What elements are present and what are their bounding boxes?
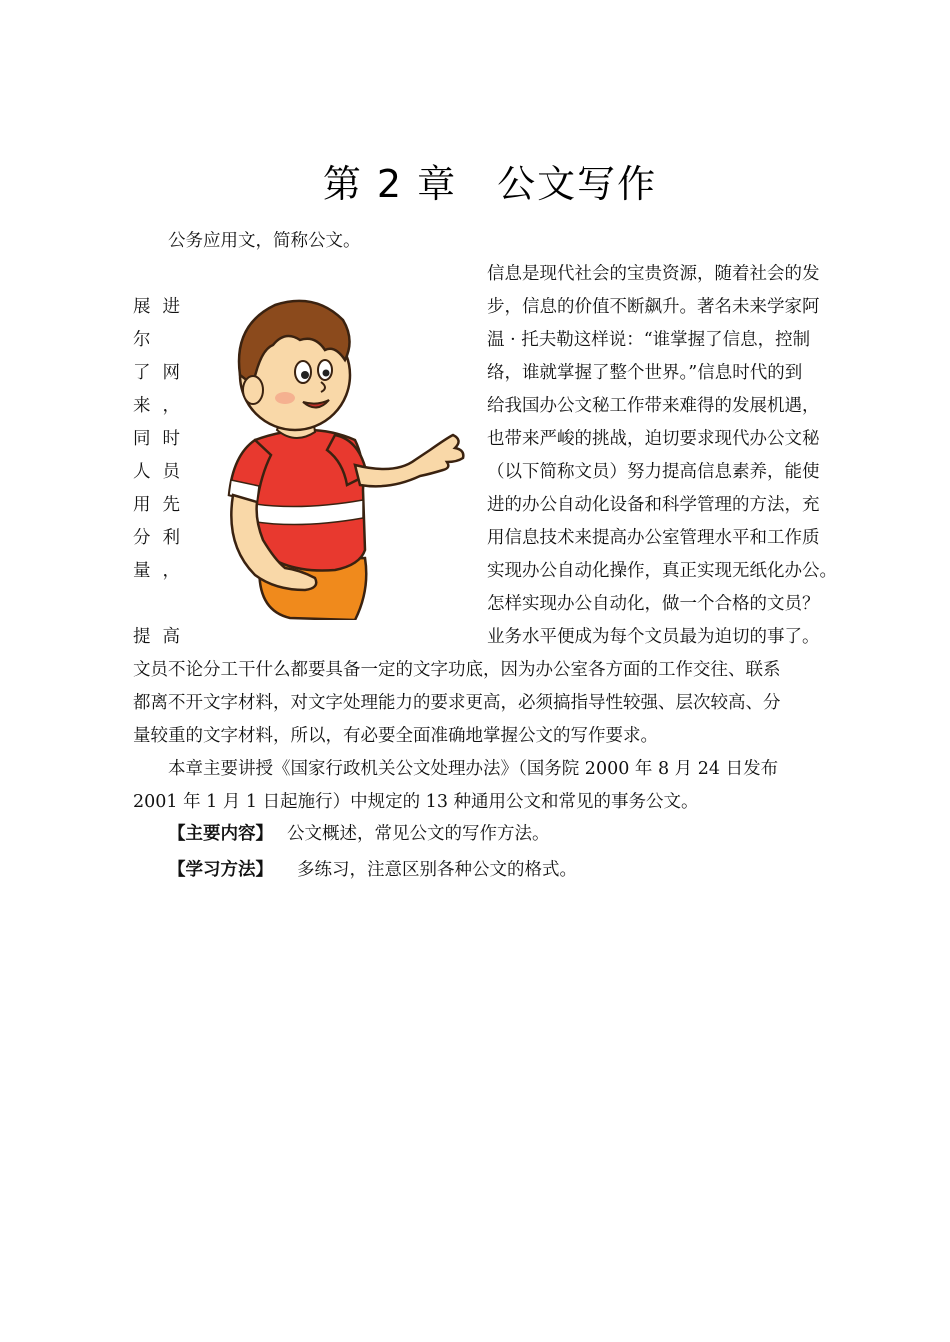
paragraph-line: 2001 年 1 月 1 日起施行）中规定的 13 种通用公文和常见的事务公文。 [133,792,699,812]
study-method-label: 【学习方法】 [168,860,273,880]
cartoon-boy-illustration [215,290,470,620]
wrap-fragment: 同时 [133,429,192,449]
chapter-title [0,153,950,208]
wrap-line: 给我国办公文秘工作带来难得的发展机遇， [487,396,820,416]
paragraph-line: 量较重的文字材料，所以，有必要全面准确地掌握公文的写作要求。 [133,726,658,746]
wrap-line: （以下简称文员）努力提高信息素养，能使 [487,462,820,482]
wrap-line: 实现办公自动化操作，真正实现无纸化办公。 [487,561,837,581]
wrap-line: 业务水平便成为每个文员最为迫切的事了。 [487,627,820,647]
paragraph-line: 本章主要讲授《国家行政机关公文处理办法》（国务院 2000 年 8 月 24 日发布 [168,759,779,779]
main-content-label: 【主要内容】 [168,824,273,844]
wrap-fragment: 提高 [133,627,192,647]
wrap-fragment: 人员 [133,462,192,482]
study-method-text: 多练习，注意区别各种公文的格式。 [297,860,577,880]
main-content-text: 公文概述，常见公文的写作方法。 [287,824,550,844]
wrap-line: 信息是现代社会的宝贵资源，随着社会的发 [487,264,820,284]
wrap-line: 进的办公自动化设备和科学管理的方法，充 [487,495,820,515]
wrap-fragment: 来， [133,396,192,416]
wrap-fragment: 尔 [133,330,163,350]
wrap-fragment: 了网 [133,363,192,383]
study-method-row [168,858,577,882]
wrap-line: 也带来严峻的挑战，迫切要求现代办公文秘 [487,429,820,449]
wrap-fragment: 量， [133,561,192,581]
wrap-fragment: 展进 [133,297,192,317]
wrap-fragment: 分利 [133,528,192,548]
wrap-fragment: 用先 [133,495,192,515]
main-content-row [168,822,550,846]
wrap-line: 络，谁就掌握了整个世界。”信息时代的到 [487,363,803,383]
wrap-line: 用信息技术来提高办公室管理水平和工作质 [487,528,820,548]
chapter-number: 第 2 章 [322,162,458,206]
chapter-name: 公文写作 [497,162,658,206]
wrap-line: 怎样实现办公自动化，做一个合格的文员？ [487,594,820,614]
paragraph-line: 都离不开文字材料，对文字处理能力的要求更高，必须搞指导性较强、层次较高、分 [133,693,781,713]
paragraph-line: 文员不论分工干什么都要具备一定的文字功底，因为办公室各方面的工作交往、联系 [133,660,781,680]
intro-paragraph: 公务应用文，简称公文。 [168,231,361,251]
wrap-line: 步，信息的价值不断飙升。著名未来学家阿 [487,297,820,317]
wrap-line: 温 · 托夫勒这样说：“谁掌握了信息，控制 [487,330,811,350]
